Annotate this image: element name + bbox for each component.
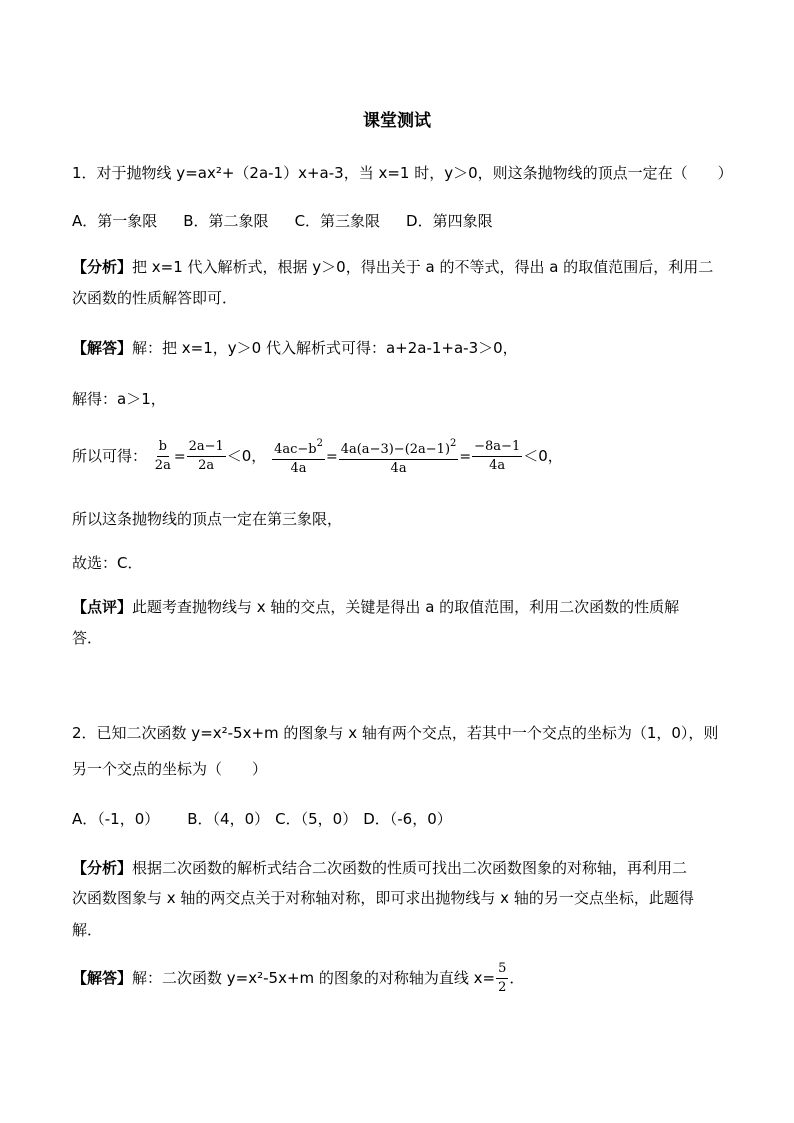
- q1-analysis-text-1: 把 x=1 代入解析式，根据 y＞0，得出关于 a 的不等式，得出 a 的取值范围后，利用二: [132, 258, 714, 276]
- q2-answer-line: [72, 958, 524, 998]
- q2-option-d: D．（-6，0）: [363, 810, 452, 828]
- q2-analysis-text-1: 根据二次函数的解析式结合二次函数的性质可找出二次函数图象的对称轴，再利用二: [132, 859, 688, 877]
- q2-stem-line-1: 2．已知二次函数 y=x²-5x+m 的图象与 x 轴有两个交点，若其中一个交点的坐标为（1，0），则: [72, 724, 719, 742]
- q1-stem: 1．对于抛物线 y=ax²+（2a-1）x+a-3，当 x=1 时，y＞0，则这条抛物线的顶点一定在（ ）: [72, 164, 733, 182]
- page-title: 课堂测试: [363, 111, 431, 131]
- q2-options: [72, 809, 452, 829]
- equals-sign: =: [173, 449, 186, 465]
- fraction-numerator: [272, 436, 325, 460]
- q1-comment-line-1: [72, 597, 679, 617]
- fraction-numerator: b: [157, 439, 169, 457]
- fraction-denominator: 2a: [198, 458, 215, 473]
- q2-analysis-line-3: 解．: [72, 921, 103, 939]
- fraction-denominator: 4a: [489, 458, 506, 473]
- fraction-expanded-over-4a: [339, 436, 459, 477]
- equals-sign: =: [325, 449, 338, 465]
- q1-formula-line: [72, 436, 563, 477]
- q1-comment-line-2: 答．: [72, 629, 103, 647]
- fraction-denominator: 2a: [154, 458, 171, 473]
- fraction-denominator: 4a: [290, 461, 307, 476]
- analysis-tag: 【分析】: [72, 258, 133, 276]
- q2-answer-text: 解：二次函数 y=x²-5x+m 的图象的对称轴为直线 x=: [132, 969, 496, 987]
- less-than-zero: ＜0，: [523, 447, 563, 465]
- q2-stem-line-2: 另一个交点的坐标为（ ）: [72, 760, 268, 778]
- q1-option-d: D．第四象限: [406, 212, 493, 230]
- fraction-4ac-minus-b2-over-4a: [272, 436, 325, 477]
- fraction-numerator: [339, 436, 459, 460]
- q2-option-b: B．（4，0）: [187, 810, 270, 828]
- superscript: 2: [450, 438, 457, 449]
- superscript: 2: [316, 438, 323, 449]
- analysis-tag: 【分析】: [72, 859, 133, 877]
- q1-analysis-line-1: [72, 257, 713, 277]
- comment-tag: 【点评】: [72, 598, 133, 616]
- fraction-numerator: 5: [496, 961, 508, 979]
- fraction-2a-minus-1-over-2a: [187, 439, 226, 474]
- q1-options: [72, 211, 493, 231]
- q1-answer-text-1: 解：把 x=1，y＞0 代入解析式可得：a+2a-1+a-3＞0，: [132, 339, 518, 357]
- fraction-numerator: 2a−1: [187, 439, 226, 457]
- answer-tag: 【解答】: [72, 339, 133, 357]
- numerator-text: 4ac−b: [274, 442, 317, 457]
- fraction-denominator: 2: [498, 980, 507, 995]
- q2-analysis-line-1: [72, 858, 687, 878]
- q1-answer-line-2: 解得：a＞1，: [72, 390, 166, 408]
- q1-option-a: A．第一象限: [72, 212, 158, 230]
- q1-answer-line-4: 所以这条抛物线的顶点一定在第三象限，: [72, 510, 343, 528]
- q2-analysis-line-2: 次函数图象与 x 轴的两交点关于对称轴对称，即可求出抛物线与 x 轴的另一交点坐标，此题得: [72, 889, 694, 907]
- formula-prefix: 所以可得：: [72, 447, 148, 465]
- fraction-neg8a-minus-1-over-4a: [472, 439, 522, 474]
- equals-sign: =: [459, 449, 472, 465]
- answer-tag: 【解答】: [72, 969, 133, 987]
- fraction-numerator: −8a−1: [472, 439, 522, 457]
- q2-option-c: C．（5，0）: [275, 810, 358, 828]
- q1-answer-line-1: [72, 338, 518, 358]
- fraction-5-over-2: [496, 961, 508, 996]
- numerator-text: 4a(a−3)−(2a−1): [340, 442, 451, 457]
- q1-answer-line-5: 故选：C．: [72, 554, 143, 572]
- q1-option-c: C．第三象限: [294, 212, 381, 230]
- fraction-b-over-2a: [153, 439, 173, 474]
- q2-answer-end: ．: [509, 969, 525, 987]
- less-than-zero: ＜0，: [226, 447, 267, 465]
- q2-option-a: A．（-1，0）: [72, 810, 160, 828]
- q1-analysis-line-2: 次函数的性质解答即可．: [72, 289, 238, 307]
- q1-comment-text-1: 此题考查抛物线与 x 轴的交点，关键是得出 a 的取值范围，利用二次函数的性质解: [132, 598, 680, 616]
- fraction-denominator: 4a: [390, 461, 407, 476]
- q1-option-b: B．第二象限: [183, 212, 269, 230]
